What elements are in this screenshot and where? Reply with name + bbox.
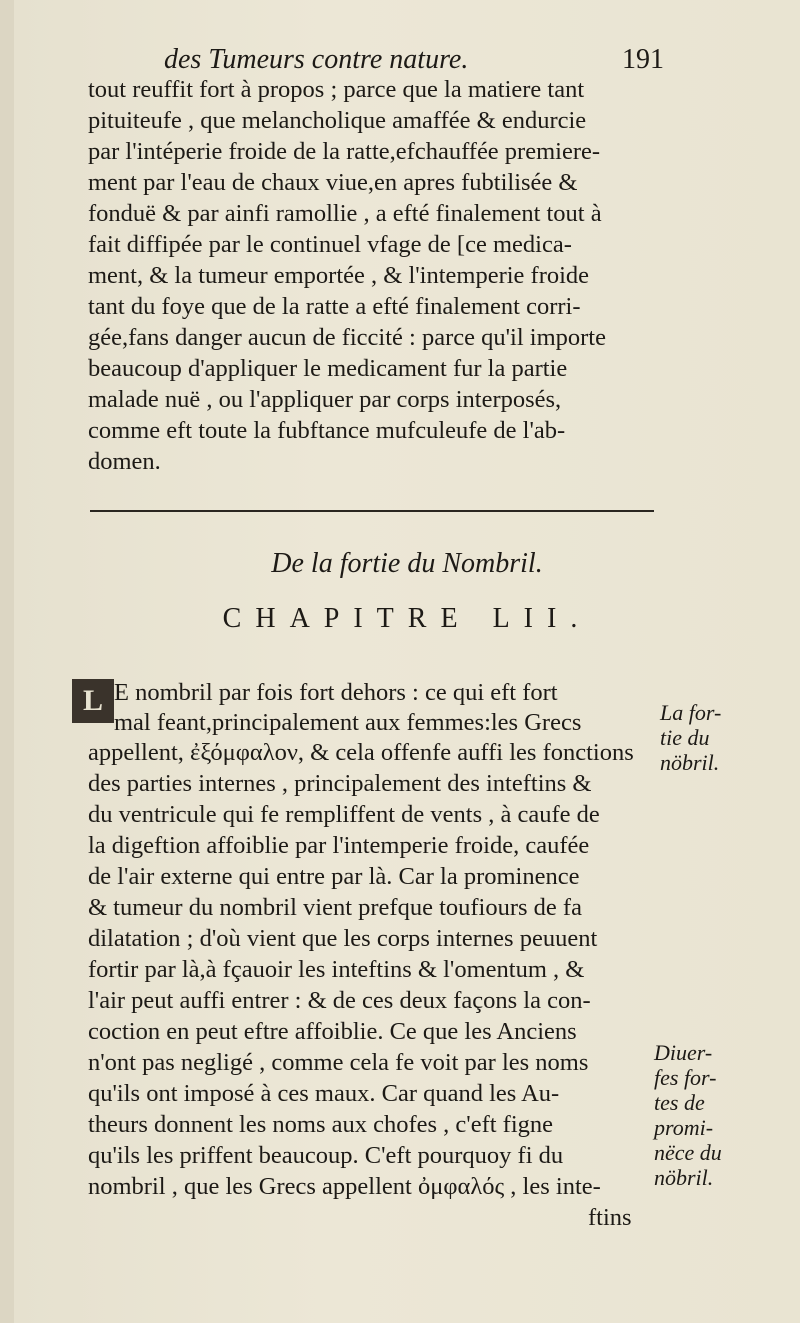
margin-note-2 [654, 1040, 722, 1190]
margin-note-line: nöbril. [654, 1165, 714, 1190]
text-line: theurs donnent les noms aux chofes , c'eft figne [88, 1111, 554, 1138]
text-line: fortir par là,à fçauoir les inteftins & l'omentum , & [88, 956, 585, 983]
margin-note-line: Diuer- [654, 1040, 713, 1065]
catchword: ftins [588, 1204, 632, 1231]
text-line: du ventricule qui fe rempliffent de vents , à caufe de [88, 801, 600, 828]
text-line: tout reuffit fort à propos ; parce que la matiere tant [88, 76, 585, 103]
margin-note-line: tes de [654, 1090, 705, 1115]
text-line: de l'air externe qui entre par là. Car la prominence [88, 863, 580, 890]
chapter-heading: CHAPITRE LII. [222, 603, 592, 634]
text-line: fonduë & par ainfi ramollie , a efté finalement tout à [88, 200, 602, 227]
margin-note-line: tie du [660, 725, 710, 750]
text-line: pituiteufe , que melancholique amaffée & endurcie [88, 107, 587, 134]
margin-note-line: fes for- [654, 1065, 717, 1090]
text-line: l'air peut auffi entrer : & de ces deux façons la con- [88, 987, 591, 1014]
text-line: n'ont pas negligé , comme cela fe voit par les noms [88, 1049, 589, 1076]
text-line: nombril , que les Grecs appellent ὀμφαλός , les inte- [88, 1173, 601, 1200]
text-line: E nombril par fois fort dehors : ce qui eft fort [114, 679, 558, 706]
text-line: & tumeur du nombril vient prefque toufiours de fa [88, 894, 582, 921]
text-line: gée,fans danger aucun de ficcité : parce qu'il importe [88, 324, 606, 351]
text-line: appellent, ἐξόμφαλον, & cela offenfe auffi les fonctions [88, 739, 634, 766]
text-line: comme eft toute la fubftance mufculeufe de l'ab- [88, 417, 566, 444]
text-line: qu'ils les priffent beaucoup. C'eft pourquoy fi du [88, 1142, 564, 1169]
text-line: beaucoup d'appliquer le medicament fur la partie [88, 355, 568, 382]
text-line: mal feant,principalement aux femmes:les Grecs [114, 709, 582, 736]
text-line: malade nuë , ou l'appliquer par corps interposés, [88, 386, 562, 413]
text-line: la digeftion affoiblie par l'intemperie froide, caufée [88, 832, 590, 859]
margin-note-line: La for- [660, 700, 722, 725]
text-line: ment, & la tumeur emportée , & l'intemperie froide [88, 262, 590, 289]
text-line: des parties internes , principalement des inteftins & [88, 770, 592, 797]
text-line: fait diffipée par le continuel vfage de [ce medica- [88, 231, 572, 258]
text-line: dilatation ; d'où vient que les corps internes peuuent [88, 925, 598, 952]
margin-note-1 [660, 700, 721, 775]
text-line: domen. [88, 448, 161, 475]
margin-note-line: nöbril. [660, 750, 720, 775]
margin-note-line: nëce du [654, 1140, 722, 1165]
text-line: tant du foye que de la ratte a efté finalement corri- [88, 293, 581, 320]
book-page [14, 0, 800, 1323]
text-line: par l'intéperie froide de la ratte,efchauffée premiere- [88, 138, 601, 165]
section-divider [90, 510, 654, 512]
page-number: 191 [622, 44, 664, 75]
text-line: qu'ils ont imposé à ces maux. Car quand les Au- [88, 1080, 560, 1107]
drop-cap: L [72, 679, 114, 723]
running-title: des Tumeurs contre nature. [164, 44, 469, 75]
margin-note-line: promi- [654, 1115, 714, 1140]
section-title: De la fortie du Nombril. [271, 548, 543, 579]
text-line: coction en peut eftre affoiblie. Ce que les Anciens [88, 1018, 577, 1045]
text-line: ment par l'eau de chaux viue,en apres fubtilisée & [88, 169, 578, 196]
